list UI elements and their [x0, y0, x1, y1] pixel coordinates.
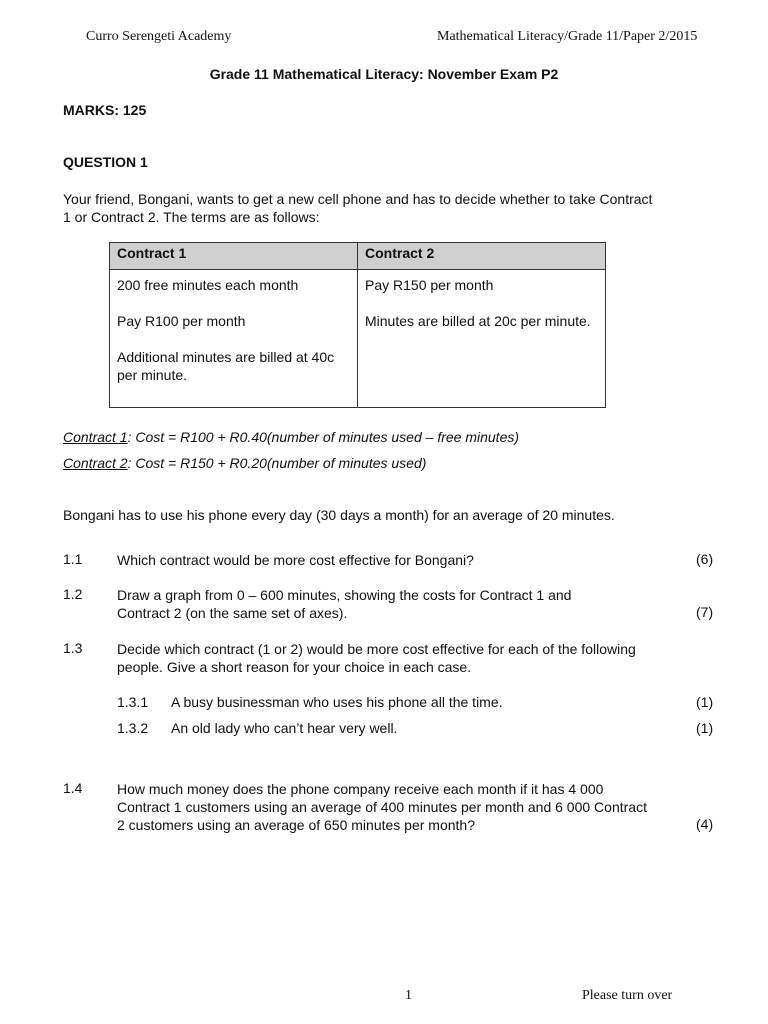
contract-2-term: Pay R150 per month — [365, 277, 494, 293]
contract-2-term: Minutes are billed at 20c per minute. — [365, 313, 591, 329]
question-text: Decide which contract (1 or 2) would be more cost effective for each of the following people. Give a short reason for your choice in each case. — [117, 641, 636, 675]
question-marks: (7) — [696, 604, 714, 620]
header-paper: Mathematical Literacy/Grade 11/Paper 2/2015 — [437, 29, 698, 44]
header-school: Curro Serengeti Academy — [86, 29, 232, 44]
formula-contract-2 — [63, 455, 426, 471]
intro-paragraph: Your friend, Bongani, wants to get a new cell phone and has to decide whether to take Contract 1 or Contract 2. The terms are as follows: — [63, 191, 653, 225]
contract-terms-table — [109, 242, 606, 408]
table-header-contract-1: Contract 1 — [110, 243, 358, 270]
subquestion-number: 1.3.1 — [117, 694, 149, 710]
contract-1-term: 200 free minutes each month — [117, 277, 299, 293]
formula-text: : Cost = R100 + R0.40(number of minutes used – free minutes) — [127, 429, 520, 445]
question-number: 1.1 — [63, 551, 83, 567]
page-title: Grade 11 Mathematical Literacy: November Exam P2 — [209, 66, 559, 82]
usage-statement: Bongani has to use his phone every day (30 days a month) for an average of 20 minutes. — [63, 507, 615, 523]
question-text: How much money does the phone company receive each month if it has 4 000 Contract 1 customers using an average of 400 minutes per month and 6 000 Contract 2 customers using an average of 650 minutes per month? — [117, 781, 647, 833]
footer-note: Please turn over — [582, 988, 673, 1003]
contract-1-terms — [110, 270, 358, 408]
marks-total: MARKS: 125 — [63, 102, 147, 118]
contract-1-term: Additional minutes are billed at 40c per minute. — [117, 349, 335, 383]
question-number: 1.3 — [63, 640, 83, 656]
question-text: Draw a graph from 0 – 600 minutes, showing the costs for Contract 1 and Contract 2 (on the same set of axes). — [117, 587, 572, 621]
subquestion-text: A busy businessman who uses his phone all the time. — [171, 694, 503, 710]
formula-label: Contract 2 — [63, 455, 128, 471]
question-number: 1.2 — [63, 586, 83, 602]
question-number: 1.4 — [63, 780, 83, 796]
contract-2-terms — [358, 270, 606, 408]
subquestion-text: An old lady who can’t hear very well. — [171, 720, 398, 736]
formula-label: Contract 1 — [63, 429, 128, 445]
formula-contract-1 — [63, 429, 519, 445]
question-heading: QUESTION 1 — [63, 154, 148, 170]
subquestion-marks: (1) — [696, 720, 714, 736]
question-marks: (4) — [696, 816, 714, 832]
formula-text: : Cost = R150 + R0.20(number of minutes used) — [127, 455, 427, 471]
page-number: 1 — [405, 988, 412, 1003]
question-text: Which contract would be more cost effective for Bongani? — [117, 552, 474, 568]
subquestion-marks: (1) — [696, 694, 714, 710]
contract-1-term: Pay R100 per month — [117, 313, 246, 329]
question-marks: (6) — [696, 551, 714, 567]
subquestion-number: 1.3.2 — [117, 720, 149, 736]
table-header-contract-2: Contract 2 — [358, 243, 606, 270]
